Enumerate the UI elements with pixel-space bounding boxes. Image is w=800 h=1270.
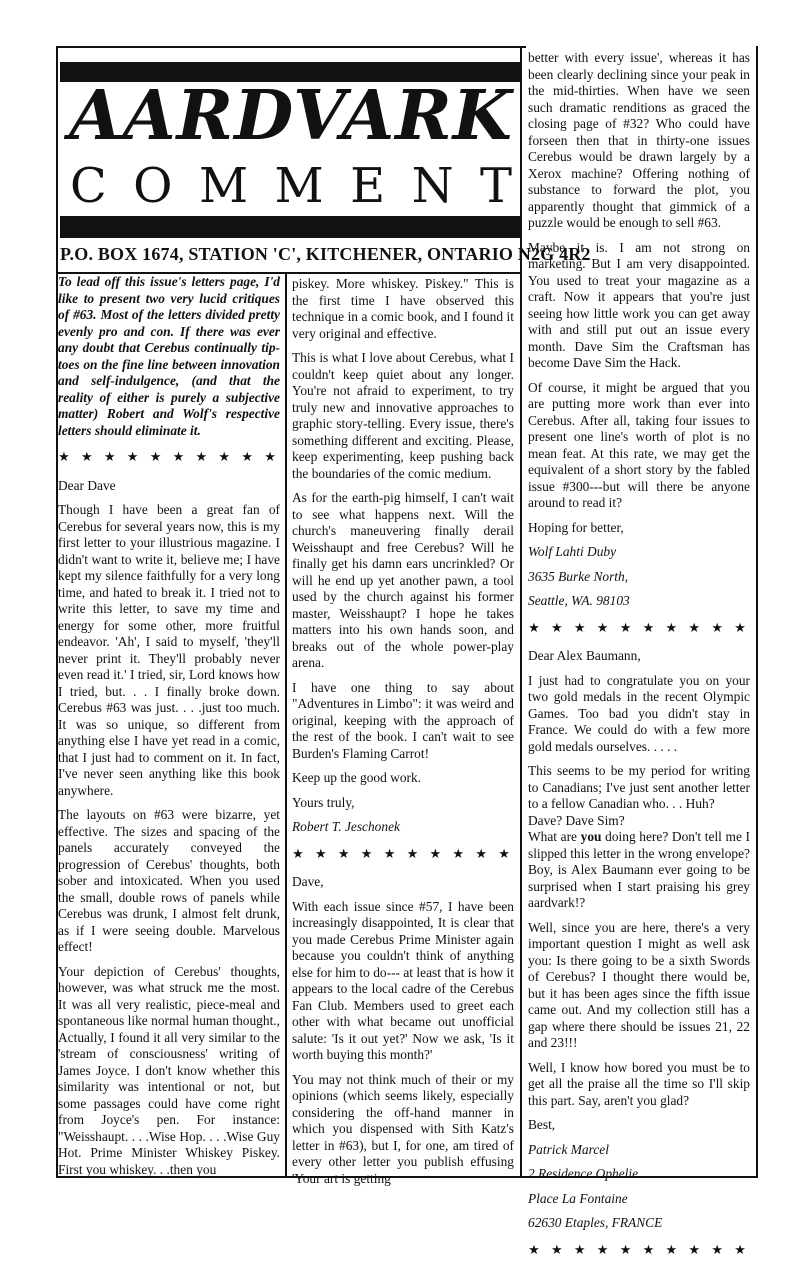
letter-paragraph: I have one thing to say about "Adventures in Limbo": it was weird and original, keeping with the approach of the rest of the book. I can't wait to see Burden's Flaming Carrot! [292,679,514,761]
signature: Patrick Marcel [528,1141,609,1157]
star-divider: ★ ★ ★ ★ ★ ★ ★ ★ ★ ★ [528,619,750,635]
editor-intro: To lead off this issue's letters page, I'd like to present two very lucid critiques of #63. Most of the letters divided pretty evenly pro and con. If there was ever any doubt that Cerebus continually tip-toes on the fine line between innovation and self-indulgence, (and that the reality of either is purely a subjective matter) Robert and Wolf's respective letters should eliminate it. [58,274,280,438]
subtitle-letter: M [274,158,324,214]
closing: Yours truly, [292,794,355,810]
subtitle-letter: E [350,158,386,214]
signature-address: 2 Residence Ophelie [528,1166,639,1181]
closing: Hoping for better, [528,519,624,535]
masthead [56,46,526,272]
letter-paragraph: better with every issue', whereas it has been clearly declining since your peak in the mid-thirties. When have we seen such dramatic renditions as graced the closing page of #32? Who could have forseen then that in thirty-one issues Cerebus would be drawn largely by a Xerox machine? Offering nothing of substance to forward the plot, you apparently thought that gimmick of a puzzle would be enough to sell #63. [528,50,750,230]
signature-address: Seattle, WA. 98103 [528,593,630,608]
letter-paragraph: As for the earth-pig himself, I can't wait to see what happens next. Will the church's maneuvering finally derail Weisshaupt and free Cerebus? Will he finally get his damn ears uncrinkled? Or will he end up yet another pawn, a tool used by the church against his former master, Weisshaupt? I hope he takes matters into his own hands soon, and breaks out of the whole power-play arena. [292,490,514,670]
masthead-bottom-bar [60,216,522,238]
letter-paragraph: piskey. More whiskey. Piskey." This is the first time I have observed this technique in a comic book, and I found it very original and effective. [292,276,514,341]
column-3 [528,50,750,1270]
letter-paragraph: This is what I love about Cerebus, what I couldn't keep quiet about any longer. You're not afraid to experiment, to try truly new and innovative approaches to graphic story-telling. Every issue, there's something different and exciting. Please, keep experimenting, keep pushing back the boundaries of the comic medium. [292,350,514,481]
letter-paragraph: Dave? Dave Sim? [528,812,625,828]
signature: Robert T. Jeschonek [292,819,400,834]
subtitle-letter: O [133,158,173,214]
subtitle-letter: T [479,158,512,214]
signature-address: 62630 Etaples, FRANCE [528,1215,663,1230]
salutation: Dear Dave [58,477,116,493]
letter-paragraph: The layouts on #63 were bizarre, yet effective. The sizes and spacing of the panels accurately conveyed the progression of Cerebus' thoughts, both sober and intoxicated. When you used the small, double rows of panels while Cerebus was drunk, I almost felt drunk, as if I were seeing double. Marvelous effect! [58,807,280,954]
letter-paragraph: Though I have been a great fan of Cerebus for several years now, this is my first letter to your illustrious magazine. I didn't want to write it, believe me; I have kept my silence faithfully for a very long time, and hated to break it. I tried not to write this letter, to save my time and energy for some other, more fruitful endeavor. 'Ah', I said to myself, 'they'll never print it. They'll probably never even read it.' I tried, sir, Lord knows how I tried, but. . . I finally broke down. Cerebus #63 was just. . . .just too much. It was so unique, so different from anything else I have yet read in a comic, that I just had to comment on it. In fact, I've never seen anything like this book anywhere. [58,502,280,798]
signature-address: 3635 Burke North, [528,568,629,584]
letter-paragraph: Maybe it is. I am not strong on marketing. But I am very disappointed. You used to treat your magazine as a craft. Now it appears that you're just seeing how little work you can get away with and still put out an issue every month. Dave Sim the Craftsman has become Dave Sim the Hack. [528,239,750,370]
column-1 [58,274,280,1186]
text-run: doing here? Don't tell me I slipped this letter in the wrong envelope? Boy, is Alex Baumann ever going to be surprised when I start praising his grey aardvark!? [528,829,750,910]
letter-paragraph [528,829,750,912]
signature: Wolf Lahti Duby [528,544,617,559]
letter-paragraph: With each issue since #57, I have been increasingly disappointed, It is clear that you made Cerebus Prime Minister again because you couldn't think of anything else for him to do--- at least that is how it appears to the local cadre of the Cerebus Fan Club. Members used to greet each other with what became out unofficial salute: 'Is it out yet?' Now we ask, 'Is it worth buying this month?' [292,898,514,1062]
star-divider: ★ ★ ★ ★ ★ ★ ★ ★ ★ ★ [292,845,514,861]
letter-paragraph: Your depiction of Cerebus' thoughts, however, was what struck me the most. It was all very realistic, piece-meal and spontaneous like normal human thought., Actually, I found it all very similar to the 'stream of consciousness' writing of James Joyce. I don't know whether this similarity was intentional or not, but some passages could have come right from Joyce's pen. For instance: "Weisshaupt. . . .Wise Hop. . . .Wise Guy Hot. Prime Minister Whiskey Piskey. First you whiskey. . .then you [58,963,280,1177]
column-divider-1 [285,272,287,1178]
letter-paragraph: You may not think much of their or my opinions (which seems likely, especially considering the off-hand manner in which you dispensed with Sith Katz's letter in #63), but I, for one, am tired of every other letter you publish effusing 'Your art is getting [292,1071,514,1186]
letter-paragraph: I just had to congratulate you on your two gold medals in the recent Olympic Games. Too bad you didn't stay in France. We could do with a few more gold medals ourselves. . . . . [528,672,750,754]
mailing-address: P.O. BOX 1674, STATION 'C', KITCHENER, ONTARIO N2G 4R2 [60,244,591,264]
subtitle-letter: M [198,158,249,214]
letter-paragraph: This seems to be my period for writing to Canadians; I've just sent another letter to a fellow Canadian who. . . Huh? [528,763,750,811]
subtitle-letter: C [70,158,107,214]
salutation: Dave, [292,874,324,889]
right-rule [756,46,758,1178]
letter-paragraph: Well, I know how bored you must be to get all the praise all the time so I'll skip this part. Say, aren't you glad? [528,1059,750,1108]
column-2 [292,276,514,1195]
masthead-subtitle [56,156,526,216]
letter-paragraph: Keep up the good work. [292,770,422,785]
text-run: What are [528,829,581,844]
closing: Best, [528,1117,556,1132]
subtitle-letter: N [411,158,454,214]
letter-paragraph: Well, since you are here, there's a very important question I might as well ask you: Is there going to be a sixth Swords of Cerebus? I thought there would be, but it has been ages since the fifth issue came out. And my collection still has a gap where there should be issues 21, 22 and 23!!! [528,919,750,1050]
emphasis: you [580,829,602,844]
star-divider: ★ ★ ★ ★ ★ ★ ★ ★ ★ ★ [528,1241,750,1257]
star-divider: ★ ★ ★ ★ ★ ★ ★ ★ ★ ★ [58,449,280,464]
letter-paragraph: Of course, it might be argued that you are putting more work than ever into Cerebus. After all, taking four issues to present one line's worth of plot is no mean feat. At this rate, we may get the equivalent of a short story by the fabled issue #300---but will there be anyone around to read it? [528,379,750,510]
signature-address: Place La Fontaine [528,1190,628,1206]
salutation: Dear Alex Baumann, [528,648,641,663]
masthead-title: AARDVARK [69,76,513,156]
